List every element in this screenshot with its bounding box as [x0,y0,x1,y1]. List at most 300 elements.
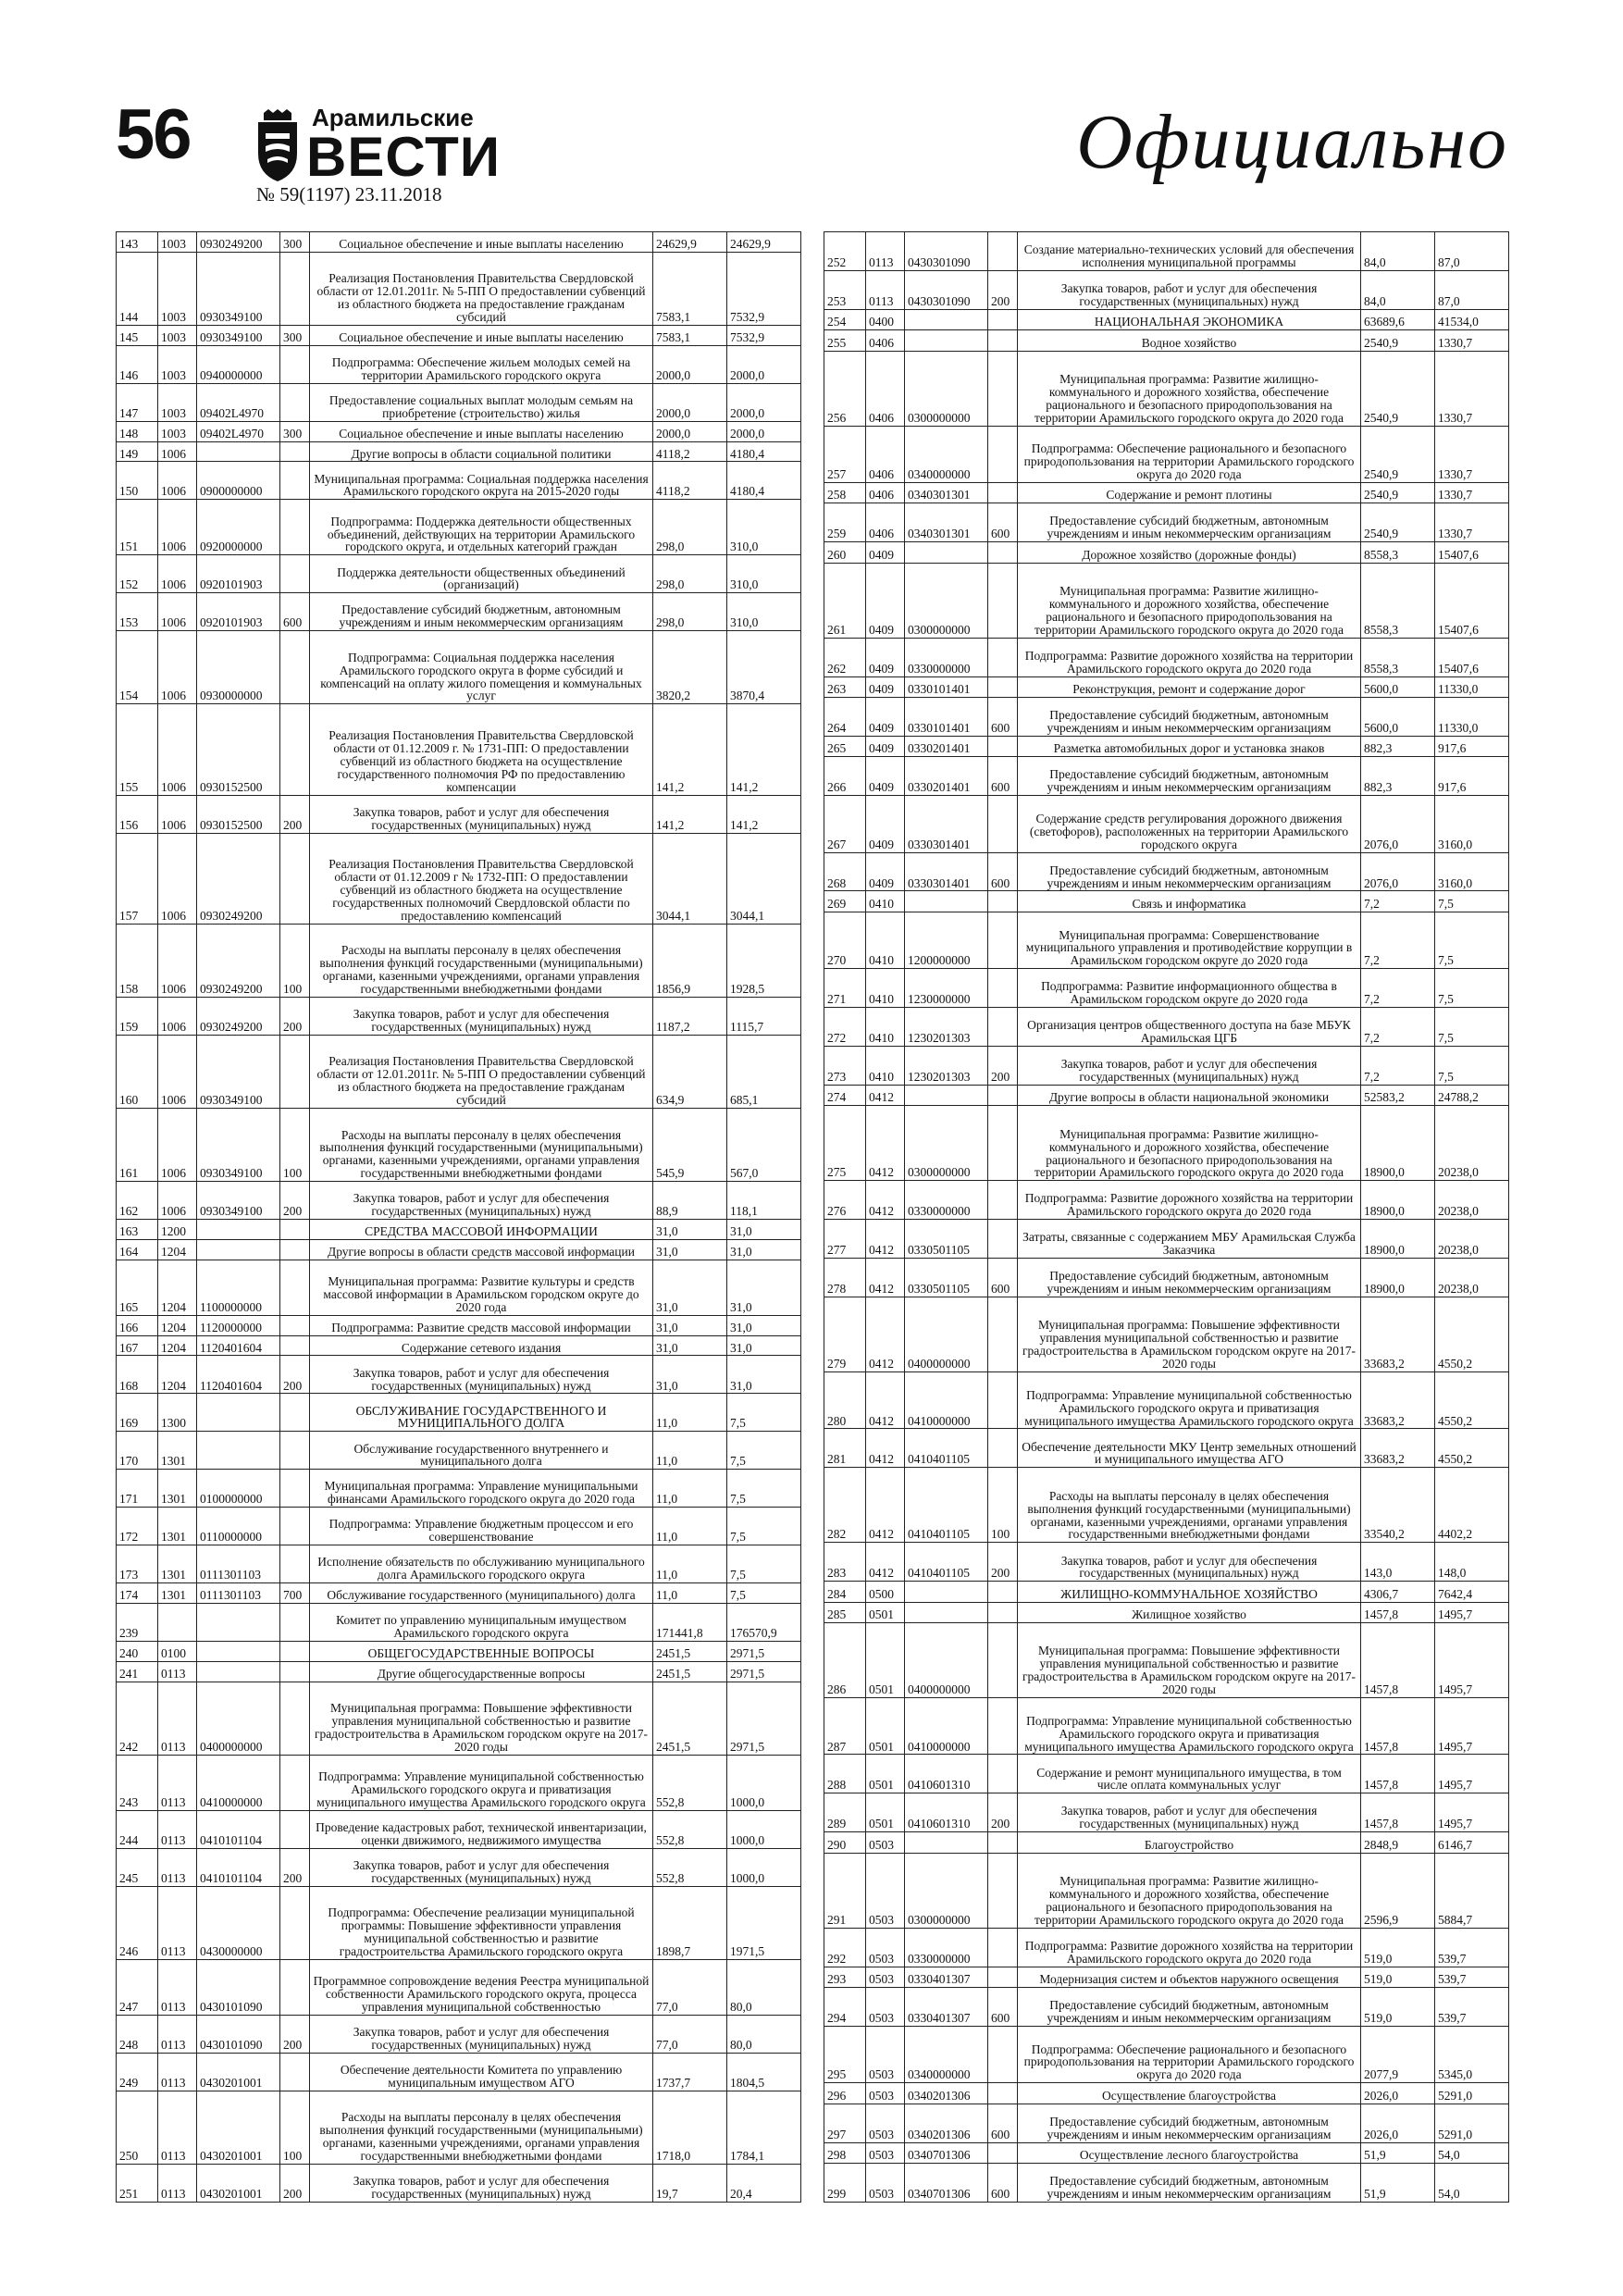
expense-type [988,330,1018,351]
target-code: 0410601310 [905,1755,988,1793]
table-row [117,441,801,462]
expense-type [988,1106,1018,1181]
value-2019: 33683,2 [1361,1372,1435,1429]
target-code [905,1832,988,1853]
value-2019: 5600,0 [1361,676,1435,697]
expense-type: 600 [988,1259,1018,1297]
row-number: 275 [824,1106,866,1181]
table-row [117,555,801,593]
row-number: 166 [117,1315,158,1335]
value-2020: 7,5 [727,1545,801,1583]
row-number: 264 [824,697,866,736]
expense-type: 600 [280,593,310,631]
target-code [197,1220,280,1240]
value-2019: 519,0 [1361,1928,1435,1967]
target-code: 0410000000 [905,1372,988,1429]
value-2020: 1330,7 [1435,503,1509,542]
expense-type [988,1967,1018,1987]
expense-type [988,1297,1018,1372]
row-number: 167 [117,1335,158,1356]
target-code: 0100000000 [197,1470,280,1508]
expense-type [988,1928,1018,1967]
section-code: 0409 [866,852,905,891]
row-number: 296 [824,2083,866,2104]
target-code: 0430201001 [197,2053,280,2091]
value-2020: 3160,0 [1435,852,1509,891]
issue-info: № 59(1197) 23.11.2018 [256,183,442,205]
target-code: 0340301301 [905,503,988,542]
budget-table-left-column [116,231,800,2203]
section-code: 1006 [158,555,197,593]
table-row [117,631,801,704]
expense-type [988,1698,1018,1755]
row-number: 277 [824,1220,866,1259]
row-number: 284 [824,1582,866,1602]
expense-type [988,1372,1018,1429]
item-name: Подпрограмма: Управление муниципальной собственностью Арамильского городского округа и приватизация муниципального имущества Арамильского городского округа [310,1755,653,1810]
table-row [824,1928,1509,1967]
expense-type [988,542,1018,563]
value-2019: 552,8 [653,1810,727,1848]
table-row [117,1959,801,2015]
section-code: 1301 [158,1545,197,1583]
row-number: 161 [117,1109,158,1182]
section-code: 0409 [866,697,905,736]
value-2020: 31,0 [727,1315,801,1335]
expense-type: 200 [988,270,1018,309]
target-code: 0340000000 [905,2026,988,2082]
section-code: 0406 [866,351,905,426]
row-number: 154 [117,631,158,704]
section-code: 0412 [866,1259,905,1297]
section-code: 0412 [866,1468,905,1543]
expense-type [280,500,310,555]
item-name: Предоставление субсидий бюджетным, автономным учреждениям и иным некоммерческим организациям [1018,2104,1361,2142]
value-2019: 545,9 [653,1109,727,1182]
row-number: 242 [117,1682,158,1755]
value-2019: 2076,0 [1361,852,1435,891]
table-row [117,252,801,325]
item-name: Подпрограмма: Развитие средств массовой информации [310,1315,653,1335]
row-number: 263 [824,676,866,697]
expense-type [280,1810,310,1848]
value-2020: 2971,5 [727,1641,801,1661]
value-2020: 7,5 [1435,891,1509,912]
table-row [117,462,801,500]
item-name: Проведение кадастровых работ, технической инвентаризации, оценки движимого, недвижимого имущества [310,1810,653,1848]
expense-type [280,1545,310,1583]
expense-type: 200 [280,1356,310,1394]
expense-type: 300 [280,421,310,441]
expense-type [280,1682,310,1755]
table-row [824,2026,1509,2082]
item-name: Содержание средств регулирования дорожного движения (светофоров), расположенных на территории Арамильского городского округа [1018,796,1361,852]
target-code: 0930349100 [197,1035,280,1108]
target-code: 0410601310 [905,1793,988,1832]
table-row [117,1583,801,1604]
table-row [824,796,1509,852]
value-2019: 11,0 [653,1508,727,1545]
value-2020: 7,5 [1435,1047,1509,1086]
target-code: 0340000000 [905,426,988,482]
value-2020: 2000,0 [727,345,801,383]
section-code: 0400 [866,309,905,329]
value-2020: 1495,7 [1435,1698,1509,1755]
item-name: Содержание сетевого издания [310,1335,653,1356]
item-name: Реализация Постановления Правительства Свердловской области от 12.01.2011г. № 5-ПП О предоставлении субвенций из областного бюджета на предоставление гражданам субсидий [310,1035,653,1108]
table-row [824,1106,1509,1181]
value-2019: 2596,9 [1361,1853,1435,1928]
expense-type [280,1315,310,1335]
row-number: 254 [824,309,866,329]
expense-type [988,1429,1018,1468]
table-row [117,325,801,345]
item-name: Подпрограмма: Управление бюджетным процессом и его совершенствование [310,1508,653,1545]
expense-type [988,736,1018,756]
section-code: 0113 [158,1886,197,1959]
item-name: Реализация Постановления Правительства Свердловской области от 01.12.2009 г № 1732-ПП: О предоставлении субвенций из областного бюджета на осуществление государственных полномочий Свердловской области по предоставлению компенсаций [310,833,653,924]
row-number: 157 [117,833,158,924]
value-2019: 882,3 [1361,757,1435,796]
section-code: 1301 [158,1508,197,1545]
expense-type [280,1035,310,1108]
section-code: 1003 [158,421,197,441]
table-row [824,852,1509,891]
table-row [824,503,1509,542]
value-2020: 80,0 [727,2015,801,2053]
value-2019: 11,0 [653,1470,727,1508]
value-2020: 118,1 [727,1182,801,1220]
row-number: 148 [117,421,158,441]
row-number: 265 [824,736,866,756]
target-code [905,1085,988,1105]
table-row [117,1356,801,1394]
row-number: 276 [824,1181,866,1220]
item-name: Муниципальная программа: Развитие жилищно-коммунального и дорожного хозяйства, обеспечение рационального и безопасного природопользования на территории Арамильского городского округа до 2020 года [1018,1106,1361,1181]
item-name: Предоставление субсидий бюджетным, автономным учреждениям и иным некоммерческим организациям [1018,1259,1361,1297]
table-row [824,1602,1509,1622]
expense-type: 200 [988,1047,1018,1086]
table-row [824,1755,1509,1793]
value-2020: 20238,0 [1435,1259,1509,1297]
section-code: 0503 [866,2142,905,2163]
value-2020: 5291,0 [1435,2104,1509,2142]
item-name: Муниципальная программа: Развитие жилищно-коммунального и дорожного хозяйства, обеспечение рационального и безопасного природопользования на территории Арамильского городского округа до 2020 года [1018,1853,1361,1928]
section-code: 1006 [158,924,197,997]
target-code: 0430000000 [197,1886,280,1959]
row-number: 251 [117,2164,158,2202]
target-code [197,441,280,462]
table-row [824,1468,1509,1543]
section-code: 0410 [866,1047,905,1086]
row-number: 159 [117,997,158,1035]
item-name: Муниципальная программа: Повышение эффективности управления муниципальной собственностью и развитие градостроительства в Арамильском городском округе на 2017-2020 годы [1018,1623,1361,1698]
row-number: 259 [824,503,866,542]
row-number: 266 [824,757,866,796]
target-code [905,1582,988,1602]
value-2020: 31,0 [727,1220,801,1240]
table-row [117,1432,801,1470]
section-code: 0409 [866,563,905,638]
value-2020: 1495,7 [1435,1623,1509,1698]
expense-type [988,676,1018,697]
budget-table-right-column [824,231,1508,2203]
item-name: Подпрограмма: Поддержка деятельности общественных объединений, действующих на территории Арамильского городского округа, и отдельных категорий граждан [310,500,653,555]
section-code: 0100 [158,1641,197,1661]
section-code: 1003 [158,232,197,253]
table-row [117,1260,801,1315]
value-2019: 2000,0 [653,383,727,421]
item-name: Реконструкция, ремонт и содержание дорог [1018,676,1361,697]
target-code: 0340201306 [905,2083,988,2104]
row-number: 282 [824,1468,866,1543]
value-2019: 2540,9 [1361,426,1435,482]
value-2020: 24788,2 [1435,1085,1509,1105]
row-number: 255 [824,330,866,351]
row-number: 293 [824,1967,866,1987]
table-row [824,1181,1509,1220]
row-number: 171 [117,1470,158,1508]
target-code [905,1602,988,1622]
section-code: 0113 [158,1755,197,1810]
row-number: 145 [117,325,158,345]
expense-type [280,2053,310,2091]
row-number: 252 [824,232,866,271]
table-row [824,309,1509,329]
value-2019: 77,0 [653,2015,727,2053]
row-number: 158 [117,924,158,997]
section-code: 0113 [158,2015,197,2053]
table-row [117,1470,801,1508]
item-name: Расходы на выплаты персоналу в целях обеспечения выполнения функций государственными (муниципальными) органами, казенными учреждениями, органами управления государственными внебюджетными фондами [310,924,653,997]
value-2020: 24629,9 [727,232,801,253]
value-2019: 171441,8 [653,1603,727,1641]
row-number: 278 [824,1259,866,1297]
value-2019: 1457,8 [1361,1793,1435,1832]
value-2020: 1495,7 [1435,1793,1509,1832]
table-row [824,1220,1509,1259]
item-name: Другие вопросы в области национальной экономики [1018,1085,1361,1105]
target-code: 0330501105 [905,1259,988,1297]
item-name: Подпрограмма: Управление муниципальной собственностью Арамильского городского округа и приватизация муниципального имущества Арамильского городского округа [1018,1698,1361,1755]
section-code: 1006 [158,1035,197,1108]
row-number: 173 [117,1545,158,1583]
table-row [824,1623,1509,1698]
expense-type: 200 [280,1182,310,1220]
value-2020: 1928,5 [727,924,801,997]
value-2020: 7,5 [727,1508,801,1545]
value-2020: 917,6 [1435,736,1509,756]
expense-type [280,1755,310,1810]
expense-type [988,482,1018,503]
target-code: 0340201306 [905,2104,988,2142]
item-name: Реализация Постановления Правительства Свердловской области от 12.01.2011г. № 5-ПП О предоставлении субвенций из областного бюджета на предоставление гражданам субсидий [310,252,653,325]
expense-type: 200 [988,1793,1018,1832]
item-name: Подпрограмма: Обеспечение реализации муниципальной программы: Повышение эффективности управления муниципальной собственностью и развитие градостроительства Арамильского городского округа [310,1886,653,1959]
item-name: Закупка товаров, работ и услуг для обеспечения государственных (муниципальных) нужд [310,1848,653,1886]
value-2019: 7583,1 [653,325,727,345]
expense-type [988,309,1018,329]
row-number: 281 [824,1429,866,1468]
value-2019: 24629,9 [653,232,727,253]
target-code: 1230201303 [905,1047,988,1086]
value-2019: 143,0 [1361,1543,1435,1582]
expense-type: 200 [280,2015,310,2053]
row-number: 156 [117,795,158,833]
item-name: Подпрограмма: Обеспечение жильем молодых семей на территории Арамильского городского округа [310,345,653,383]
value-2019: 1898,7 [653,1886,727,1959]
value-2020: 15407,6 [1435,638,1509,676]
row-number: 247 [117,1959,158,2015]
value-2020: 54,0 [1435,2142,1509,2163]
target-code: 1120401604 [197,1356,280,1394]
table-row [117,1848,801,1886]
value-2020: 1784,1 [727,2091,801,2164]
expense-type [988,2026,1018,2082]
section-code: 0503 [866,2026,905,2082]
item-name: Закупка товаров, работ и услуг для обеспечения государственных (муниципальных) нужд [1018,270,1361,309]
value-2020: 310,0 [727,500,801,555]
value-2020: 41534,0 [1435,309,1509,329]
value-2019: 1856,9 [653,924,727,997]
row-number: 246 [117,1886,158,1959]
row-number: 298 [824,2142,866,2163]
expense-type [280,1239,310,1260]
target-code [905,330,988,351]
value-2019: 31,0 [653,1260,727,1315]
row-number: 152 [117,555,158,593]
row-number: 295 [824,2026,866,2082]
row-number: 164 [117,1239,158,1260]
expense-type [280,1260,310,1315]
value-2020: 7642,4 [1435,1582,1509,1602]
expense-type [280,1886,310,1959]
item-name: Подпрограмма: Обеспечение рационального и безопасного природопользования на территории Арамильского городского округа до 2020 года [1018,2026,1361,2082]
item-name: Исполнение обязательств по обслуживанию муниципального долга Арамильского городского округа [310,1545,653,1583]
value-2020: 141,2 [727,795,801,833]
expense-type [988,1220,1018,1259]
item-name: Поддержка деятельности общественных объединений (организаций) [310,555,653,593]
value-2019: 7,2 [1361,1047,1435,1086]
item-name: Муниципальная программа: Совершенствование муниципального управления и противодействие коррупции в Арамильском городском округе до 2020 года [1018,912,1361,968]
table-body-right [824,232,1509,2203]
section-code: 0412 [866,1543,905,1582]
row-number: 262 [824,638,866,676]
item-name: Закупка товаров, работ и услуг для обеспечения государственных (муниципальных) нужд [310,997,653,1035]
value-2020: 31,0 [727,1239,801,1260]
expense-type: 300 [280,232,310,253]
item-name: Предоставление субсидий бюджетным, автономным учреждениям и иным некоммерческим организациям [1018,1987,1361,2026]
target-code: 09402L4970 [197,421,280,441]
expense-type: 100 [988,1468,1018,1543]
value-2019: 2077,9 [1361,2026,1435,2082]
value-2020: 567,0 [727,1109,801,1182]
value-2020: 310,0 [727,593,801,631]
table-row [117,1182,801,1220]
target-code: 0940000000 [197,345,280,383]
section-code: 0113 [158,1682,197,1755]
expense-type: 200 [280,795,310,833]
value-2019: 7,2 [1361,1008,1435,1047]
row-number: 286 [824,1623,866,1698]
expense-type [280,345,310,383]
item-name: Муниципальная программа: Повышение эффективности управления муниципальной собственностью и развитие градостроительства в Арамильском городском округе на 2017-2020 годы [1018,1297,1361,1372]
value-2020: 1495,7 [1435,1602,1509,1622]
section-code: 0412 [866,1220,905,1259]
section-code: 0503 [866,1987,905,2026]
target-code: 0430301090 [905,232,988,271]
value-2019: 11,0 [653,1583,727,1604]
target-code: 0430201001 [197,2091,280,2164]
expense-type [988,1755,1018,1793]
value-2019: 11,0 [653,1394,727,1432]
value-2019: 77,0 [653,1959,727,2015]
item-name: Расходы на выплаты персоналу в целях обеспечения выполнения функций государственными (муниципальными) органами, казенными учреждениями, органами управления государственными внебюджетными фондами [310,2091,653,2164]
value-2019: 2026,0 [1361,2104,1435,2142]
item-name: Закупка товаров, работ и услуг для обеспечения государственных (муниципальных) нужд [310,2015,653,2053]
value-2020: 7,5 [727,1583,801,1604]
row-number: 165 [117,1260,158,1315]
target-code: 0111301103 [197,1545,280,1583]
value-2019: 2451,5 [653,1641,727,1661]
item-name: Осуществление лесного благоустройства [1018,2142,1361,2163]
item-name: Закупка товаров, работ и услуг для обеспечения государственных (муниципальных) нужд [1018,1543,1361,1582]
item-name: Предоставление субсидий бюджетным, автономным учреждениям и иным некоммерческим организациям [310,593,653,631]
table-row [117,1394,801,1432]
target-code: 0930249200 [197,924,280,997]
table-row [824,1582,1509,1602]
target-code: 0340701306 [905,2163,988,2202]
value-2020: 917,6 [1435,757,1509,796]
item-name: Затраты, связанные с содержанием МБУ Арамильская Служба Заказчика [1018,1220,1361,1259]
row-number: 288 [824,1755,866,1793]
value-2019: 2000,0 [653,421,727,441]
section-code: 0113 [158,1810,197,1848]
expense-type [988,1085,1018,1105]
row-number: 174 [117,1583,158,1604]
value-2019: 5600,0 [1361,697,1435,736]
target-code: 0930249200 [197,997,280,1035]
section-code: 1006 [158,795,197,833]
value-2019: 18900,0 [1361,1181,1435,1220]
table-row [824,1429,1509,1468]
table-row [824,563,1509,638]
table-row [117,500,801,555]
page-number: 56 [116,95,191,174]
expense-type: 600 [988,697,1018,736]
target-code: 0300000000 [905,1853,988,1928]
expense-type [988,912,1018,968]
table-row [824,912,1509,968]
target-code: 1120000000 [197,1315,280,1335]
value-2019: 4118,2 [653,441,727,462]
item-name: Модернизация систем и объектов наружного освещения [1018,1967,1361,1987]
expense-type [988,638,1018,676]
section-code: 0501 [866,1602,905,1622]
expense-type [280,833,310,924]
value-2020: 2000,0 [727,421,801,441]
section-code: 0410 [866,912,905,968]
value-2020: 3160,0 [1435,796,1509,852]
value-2020: 31,0 [727,1356,801,1394]
value-2020: 80,0 [727,1959,801,2015]
section-code: 1006 [158,833,197,924]
item-name: Обслуживание государственного внутреннего и муниципального долга [310,1432,653,1470]
item-name: Предоставление субсидий бюджетным, автономным учреждениям и иным некоммерческим организациям [1018,852,1361,891]
value-2019: 4118,2 [653,462,727,500]
value-2020: 6146,7 [1435,1832,1509,1853]
table-row [117,1886,801,1959]
